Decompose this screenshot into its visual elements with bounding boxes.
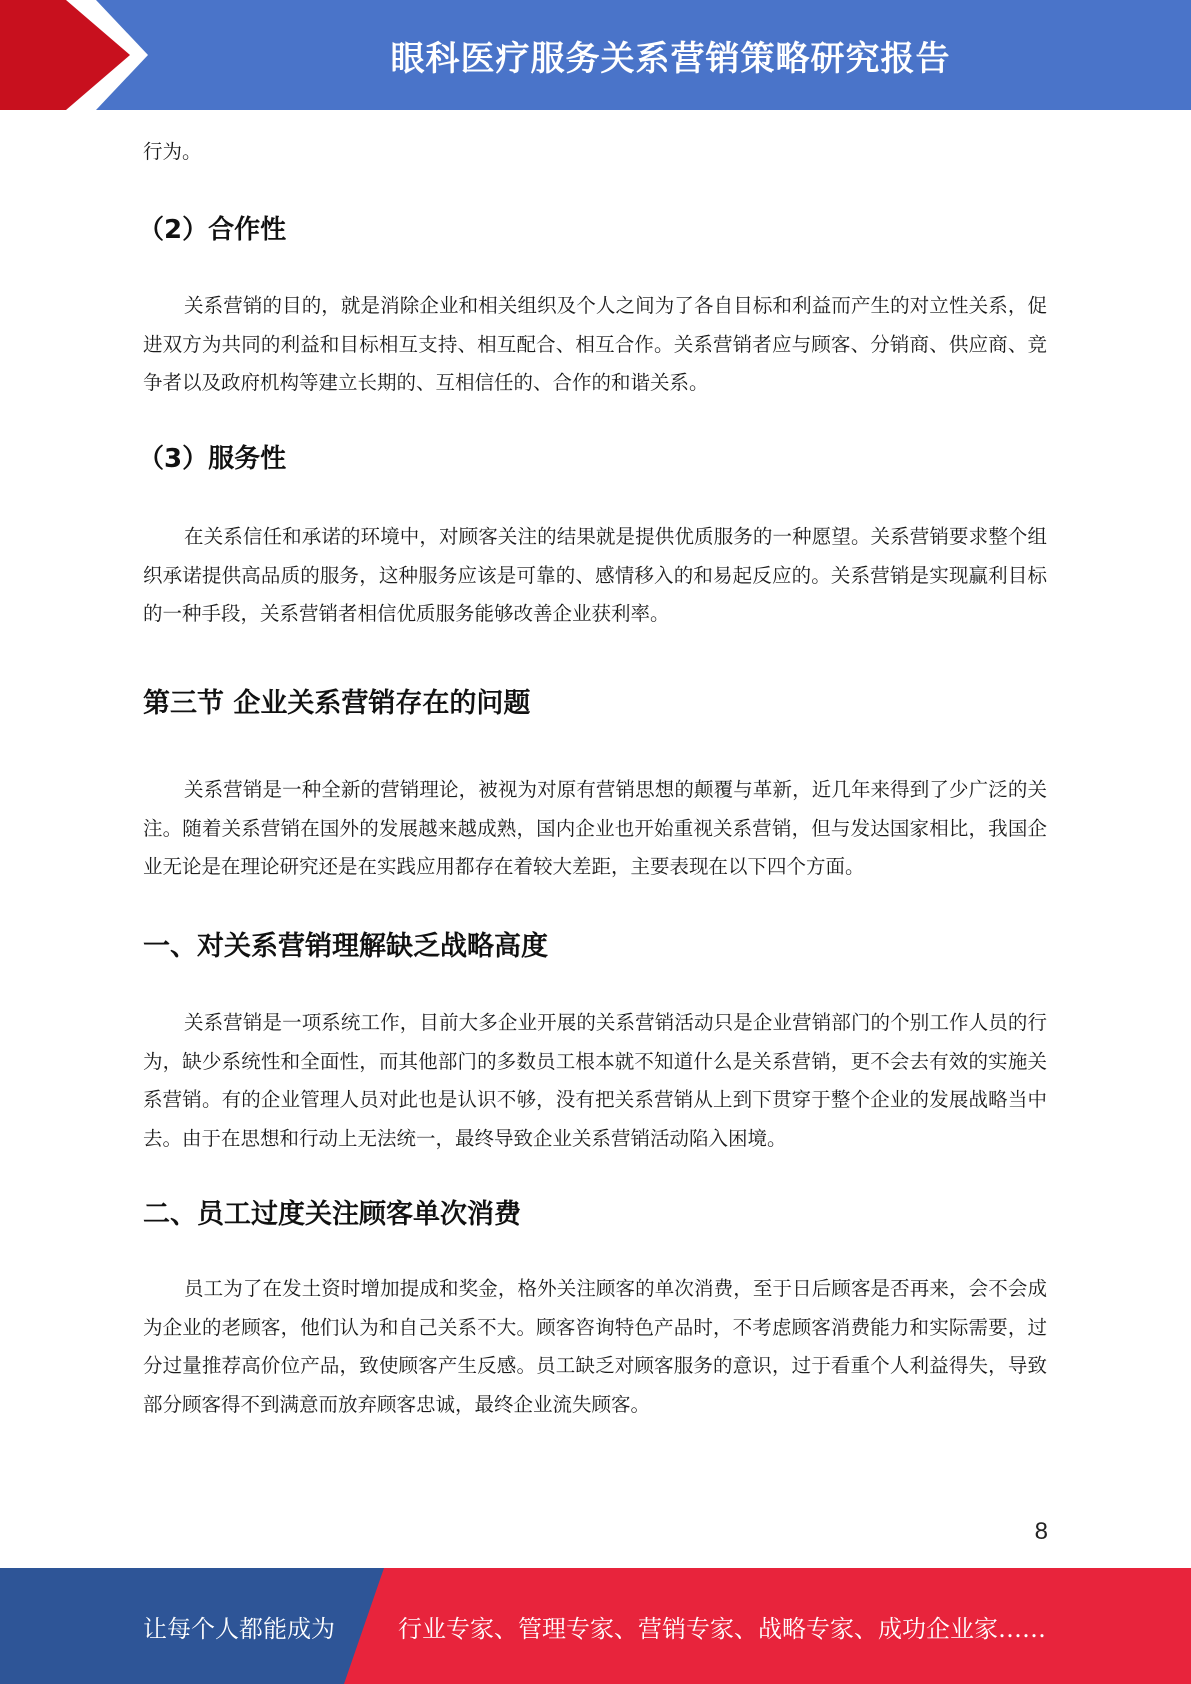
section-heading: 第三节 企业关系营销存在的问题 [143,688,531,719]
page-number: 8 [1034,1518,1048,1545]
paragraph-strategy: 关系营销是一项系统工作，目前大多企业开展的关系营销活动只是企业营销部门的个别工作人员的行为，缺少系统性和全面性，而其他部门的多数员工根本就不知道什么是关系营销，更不会去有效的实施关系营销。有的企业管理人员对此也是认识不够，没有把关系营销从上到下贯穿于整个企业的发展战略当中去。由于在思想和行动上无法统一，最终导致企业关系营销活动陷入困境。 [143,1011,1047,1150]
footer-slogan-right: 行业专家、管理专家、营销专家、战略专家、成功企业家…… [398,1614,1046,1643]
intro-line: 行为。 [143,140,202,163]
footer-slogan-left: 让每个人都能成为 [143,1614,335,1643]
paragraph-service: 在关系信任和承诺的环境中，对顾客关注的结果就是提供优质服务的一种愿望。关系营销要求整个组织承诺提供高品质的服务，这种服务应该是可靠的、感情移入的和易起反应的。关系营销是实现赢利目标的一种手段，关系营销者相信优质服务能够改善企业获利率。 [143,525,1047,625]
footer-banner [0,1568,1191,1684]
heading-single-purchase: 二、员工过度关注顾客单次消费 [143,1199,521,1230]
header-banner [0,0,1191,110]
paragraph-section-intro: 关系营销是一种全新的营销理论，被视为对原有营销思想的颠覆与革新，近几年来得到了少广泛的关注。随着关系营销在国外的发展越来越成熟，国内企业也开始重视关系营销，但与发达国家相比，我国企业无论是在理论研究还是在实践应用都存在着较大差距，主要表现在以下四个方面。 [143,778,1047,878]
subheading-cooperation: （2）合作性 [138,215,287,245]
heading-strategy: 一、对关系营销理解缺乏战略高度 [143,931,548,962]
document-title: 眼科医疗服务关系营销策略研究报告 [390,38,951,79]
subheading-service: （3）服务性 [138,444,287,474]
paragraph-cooperation: 关系营销的目的，就是消除企业和相关组织及个人之间为了各自目标和利益而产生的对立性关系，促进双方为共同的利益和目标相互支持、相互配合、相互合作。关系营销者应与顾客、分销商、供应商、竞争者以及政府机构等建立长期的、互相信任的、合作的和谐关系。 [143,294,1047,394]
paragraph-single-purchase: 员工为了在发土资时增加提成和奖金，格外关注顾客的单次消费，至于日后顾客是否再来，会不会成为企业的老顾客，他们认为和自己关系不大。顾客咨询特色产品时，不考虑顾客消费能力和实际需要，过分过量推荐高价位产品，致使顾客产生反感。员工缺乏对顾客服务的意识，过于看重个人利益得失，导致部分顾客得不到满意而放弃顾客忠诚，最终企业流失顾客。 [143,1277,1047,1416]
